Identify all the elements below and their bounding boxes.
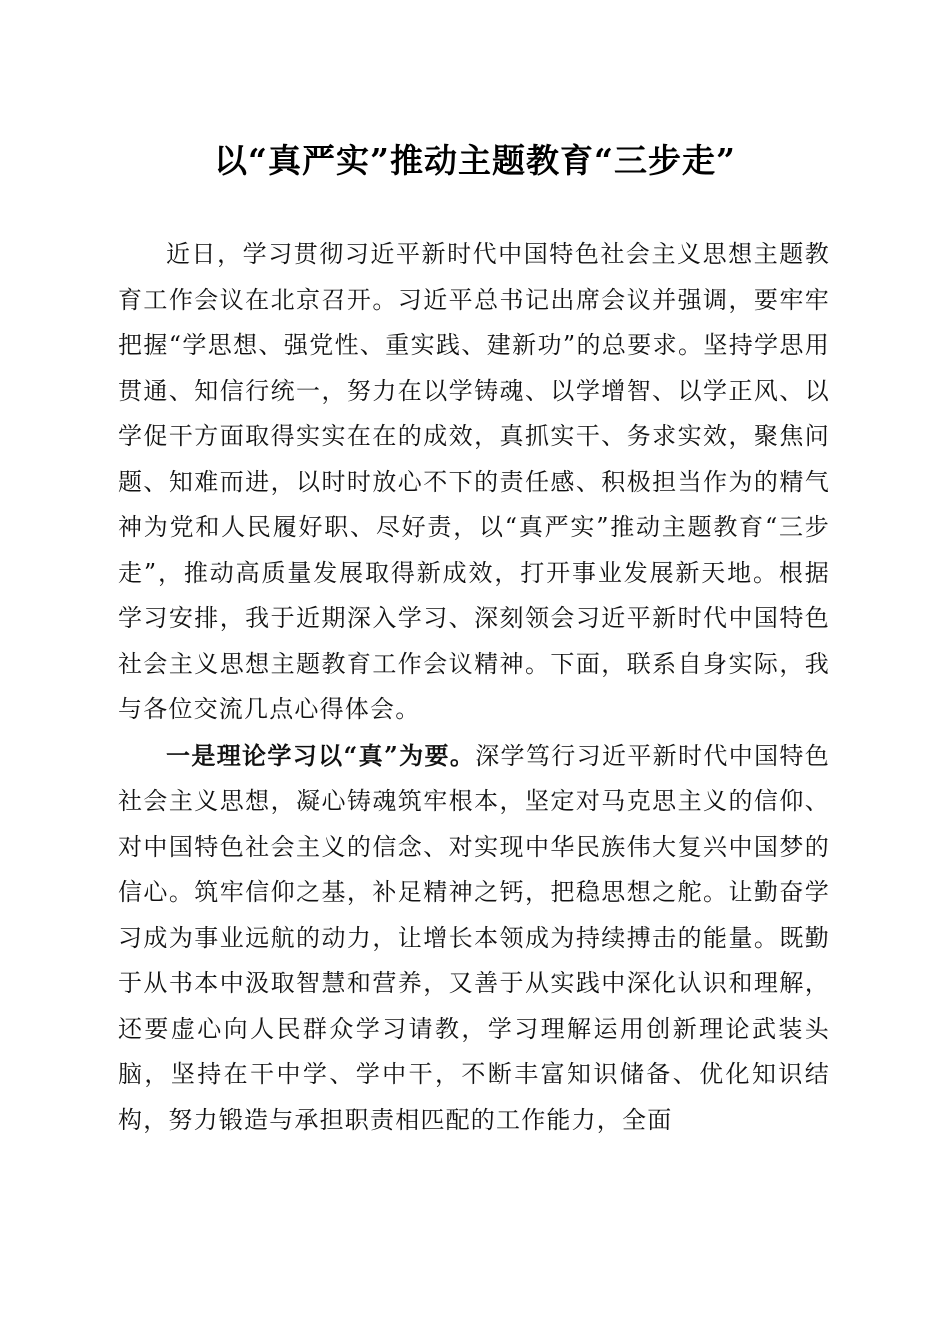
document-title: 以“真严实”推动主题教育“三步走” (214, 141, 736, 180)
paragraph-intro-text: 近日，学习贯彻习近平新时代中国特色社会主义思想主题教育工作会议在北京召开。习近平总书记出席会议并强调，要牢牢把握“学思想、强党性、重实践、建新功”的总要求。坚持学思用贯通、知信行统一，努力在以学铸魂、以学增智、以学正风、以学促干方面取得实实在在的成效，真抓实干、务求实效，聚焦问题、知难而进，以时时放心不下的责任感、积极担当作为的精气神为党和人民履好职、尽好责，以“真严实”推动主题教育“三步走”，推动高质量发展取得新成效，打开事业发展新天地。根据学习安排，我于近期深入学习、深刻领会习近平新时代中国特色社会主义思想主题教育工作会议精神。下面，联系自身实际，我与各位交流几点心得体会。 (118, 240, 830, 723)
paragraph-theory-study (118, 733, 830, 1144)
paragraph-lead-heading: 一是理论学习以“真”为要。 (166, 740, 476, 770)
paragraph-theory-study-text: 深学笃行习近平新时代中国特色社会主义思想，凝心铸魂筑牢根本，坚定对马克思主义的信仰、对中国特色社会主义的信念、对实现中华民族伟大复兴中国梦的信心。筑牢信仰之基，补足精神之钙，把稳思想之舵。让勤奋学习成为事业远航的动力，让增长本领成为持续搏击的能量。既勤于从书本中汲取智慧和营养，又善于从实践中深化认识和理解，还要虚心向人民群众学习请教，学习理解运用创新理论武装头脑，坚持在干中学、学中干，不断丰富知识储备、优化知识结构，努力锻造与承担职责相匹配的工作能力，全面 (118, 741, 830, 1134)
paragraph-intro (118, 232, 830, 733)
document-body (118, 232, 830, 1143)
